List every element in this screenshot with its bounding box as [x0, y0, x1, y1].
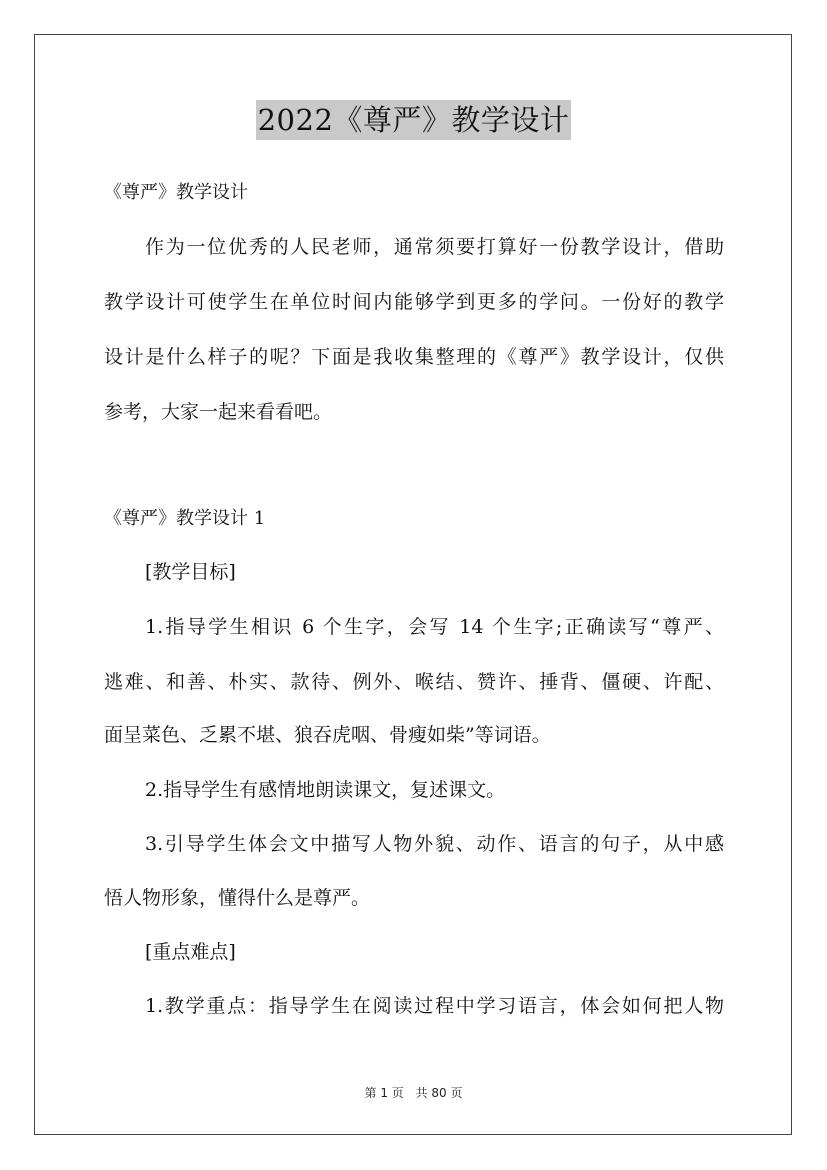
intro-line: 作为一位优秀的人民老师，通常须要打算好一份教学设计，借助 — [145, 236, 724, 258]
goals-heading: [教学目标] — [145, 561, 236, 583]
section-heading: 《尊严》教学设计 1 — [104, 508, 266, 529]
intro-line: 教学设计可使学生在单位时间内能够学到更多的学问。一份好的教学 — [104, 291, 724, 313]
goal-3-line: 3.引导学生体会文中描写人物外貌、动作、语言的句子，从中感 — [145, 833, 724, 855]
page-total: 共 80 页 — [415, 1086, 463, 1100]
intro-line: 参考，大家一起来看看吧。 — [104, 401, 333, 423]
goal-1-line: 逃难、和善、朴实、款待、例外、喉结、赞许、捶背、僵硬、许配、 — [104, 671, 724, 693]
title-container — [0, 100, 827, 140]
page-number: 第 1 页 — [364, 1086, 404, 1100]
goal-1-line: 1.指导学生相识 6 个生字，会写 14 个生字;正确读写“尊严、 — [145, 616, 724, 638]
keypoint-1-line: 1.教学重点：指导学生在阅读过程中学习语言，体会如何把人物 — [145, 995, 724, 1017]
keypoints-heading: [重点难点] — [145, 941, 236, 963]
document-subtitle: 《尊严》教学设计 — [104, 182, 248, 203]
goal-1-line: 面呈菜色、乏累不堪、狼吞虎咽、骨瘦如柴”等词语。 — [104, 724, 551, 746]
intro-line: 设计是什么样子的呢？下面是我收集整理的《尊严》教学设计，仅供 — [104, 346, 724, 368]
goal-3-line: 悟人物形象，懂得什么是尊严。 — [104, 887, 371, 909]
document-title: 2022《尊严》教学设计 — [256, 100, 572, 140]
page-footer — [0, 1084, 827, 1101]
goal-2: 2.指导学生有感情地朗读课文，复述课文。 — [145, 779, 506, 801]
